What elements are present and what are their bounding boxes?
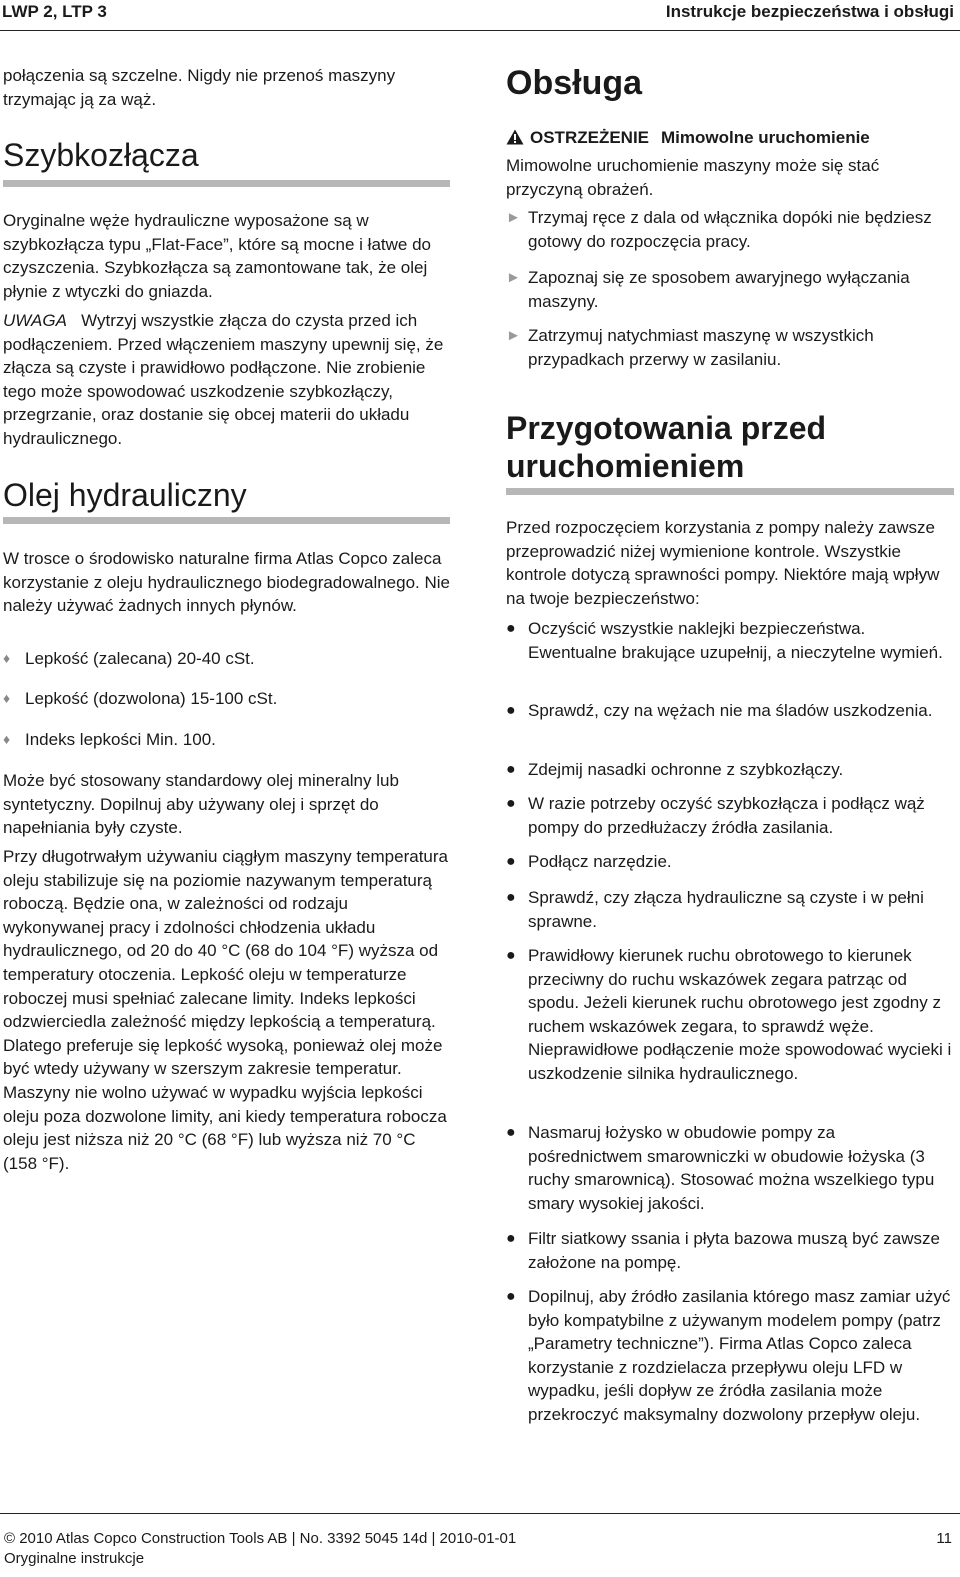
warning-title: Mimowolne uruchomienie	[661, 128, 870, 147]
arrow-bullet-icon: ►	[506, 327, 521, 344]
section-title-quick-couplings: Szybkozłącza	[3, 137, 199, 173]
oil-intro-paragraph: W trosce o środowisko naturalne firma Atlas Copco zaleca korzystanie z oleju hydraulicznego biodegradowalnego. Nie należy używać żadnych innych płynów.	[3, 549, 450, 616]
section-title-bar	[3, 180, 450, 187]
note-paragraph	[3, 309, 450, 451]
bullet-icon: ●	[506, 889, 516, 906]
bullet-icon: ●	[506, 620, 516, 637]
warning-triangle-icon	[506, 129, 524, 145]
arrow-bullet-icon: ►	[506, 269, 521, 286]
intro-paragraph: połączenia są szczelne. Nigdy nie przenoś maszyny trzymając ją za wąż.	[3, 66, 396, 109]
bullet-icon: ●	[506, 1230, 516, 1247]
bullet-icon: ●	[506, 795, 516, 812]
warning-label: OSTRZEŻENIE	[530, 128, 650, 147]
diamond-bullet-icon: ♦	[3, 690, 11, 706]
bullet-icon: ●	[506, 947, 516, 964]
bullet-icon: ●	[506, 1288, 516, 1305]
oil-temperature-paragraph: Przy długotrwałym używaniu ciągłym maszyny temperatura oleju stabilizuje się na poziomie nazywanym temperaturą roboczą. Będzie ona, w zależności od rodzaju wykonywanej pracy i zdolności chłodzenia układu hydraulicznego, od 20 do 40 °C (68 do 104 °F) wyższa od temperatury otoczenia. Lepkość oleju w temperaturze roboczej musi spełniać zalecane limity. Indeks lepkości odzwierciedla zależność między lepkością a temperaturą. Dlatego preferuje się lepkość wysoką, ponieważ olej może być wtedy używany w szerszym zakresie temperatur. Maszyny nie wolno używać w wypadku wyjścia lepkości oleju poza dozwolone limity, ani kiedy temperatura robocza oleju jest niższa niż 20 °C (68 °F) lub wyższa niż 70 °C (158 °F).	[3, 847, 448, 1173]
preparation-intro-paragraph: Przed rozpoczęciem korzystania z pompy należy zawsze przeprowadzić niżej wymienione kontrole. Wszystkie kontrole dotyczą sprawności pompy. Niektóre mają wpływ na twoje bezpieczeństwo:	[506, 518, 940, 608]
section-title-bar	[506, 488, 954, 495]
note-text: Wytrzyj wszystkie złącza do czysta przed ich podłączeniem. Przed włączeniem maszyny upewnij się, że złącza są czyste i prawidłowo podłączone. Nie zrobienie tego może spowodować uszkodzenie szybkozłączy, przegrzanie, oraz dostanie się obcej materii do układu hydraulicznego.	[3, 311, 444, 448]
section-title-preparation: Przygotowania przed uruchomieniem	[506, 410, 827, 484]
bullet-icon: ●	[506, 702, 516, 719]
diamond-bullet-icon: ♦	[3, 650, 11, 666]
section-title-operation: Obsługa	[506, 64, 643, 102]
arrow-bullet-icon: ►	[506, 209, 521, 226]
footer-original-instructions: Oryginalne instrukcje	[4, 1550, 145, 1567]
header-model: LWP 2, LTP 3	[2, 2, 107, 21]
page-header	[0, 0, 960, 30]
footer-rule	[0, 1513, 960, 1514]
page-number: 11	[936, 1530, 952, 1547]
bullet-icon: ●	[506, 1124, 516, 1141]
diamond-bullet-icon: ♦	[3, 731, 11, 747]
section-title-bar	[3, 517, 450, 524]
footer-copyright: © 2010 Atlas Copco Construction Tools AB | No. 3392 5045 14d | 2010-01-01	[4, 1530, 517, 1547]
header-rule	[0, 30, 960, 31]
oil-type-paragraph: Może być stosowany standardowy olej mineralny lub syntetyczny. Dopilnuj aby używany olej i sprzęt do napełniania były czyste.	[3, 771, 399, 838]
bullet-icon: ●	[506, 853, 516, 870]
warning-heading	[506, 126, 954, 150]
quick-couplings-paragraph: Oryginalne węże hydrauliczne wyposażone są w szybkozłącza typu „Flat-Face”, które są mocne i łatwe do czyszczenia. Szybkozłącza są zamontowane tak, że olej płynie z wtyczki do gniazda.	[3, 211, 431, 301]
note-label: UWAGA	[3, 311, 67, 330]
section-title-hydraulic-oil: Olej hydrauliczny	[3, 477, 247, 513]
bullet-icon: ●	[506, 761, 516, 778]
warning-text: Mimowolne uruchomienie maszyny może się stać przyczyną obrażeń.	[506, 156, 880, 199]
header-section-title: Instrukcje bezpieczeństwa i obsługi	[665, 2, 954, 21]
